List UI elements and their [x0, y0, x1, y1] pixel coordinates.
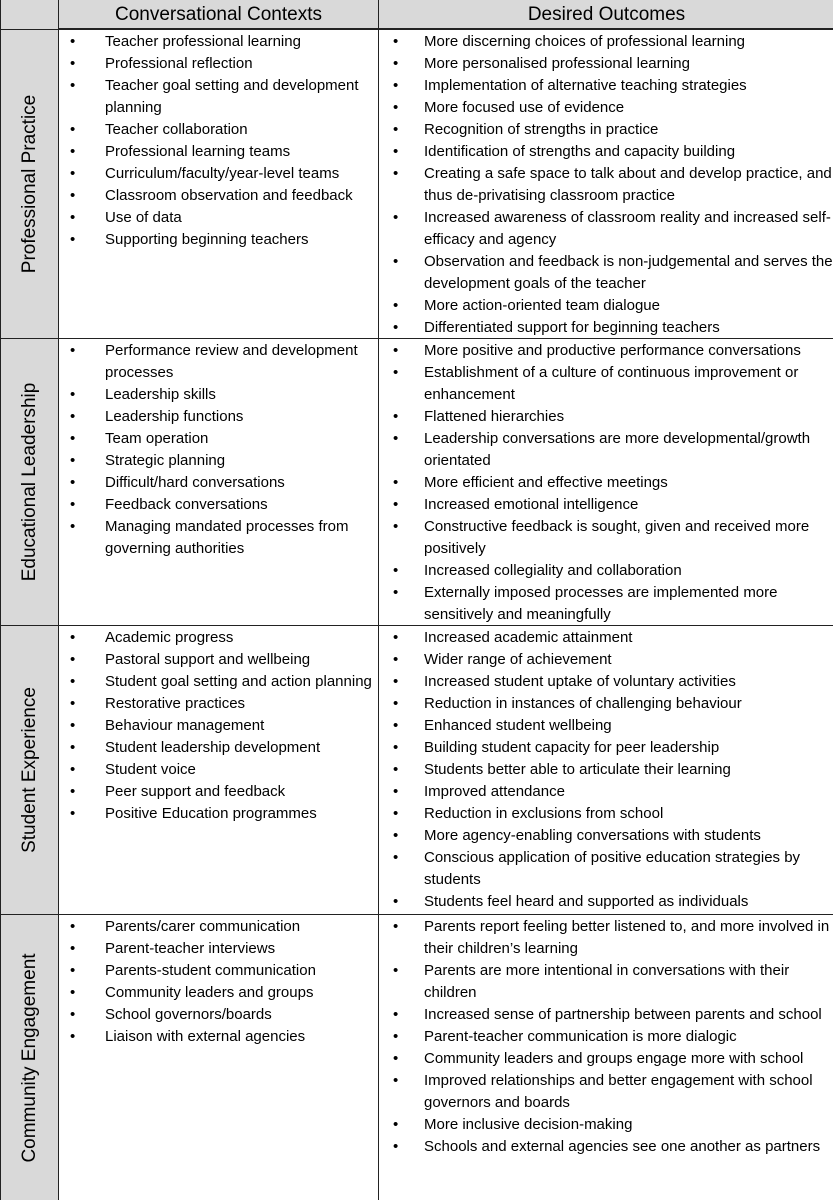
list-item: • Increased collegiality and collaboration [379, 560, 833, 582]
section-label-cell [1, 30, 59, 338]
list-item: • Parent-teacher communication is more dialogic [379, 1026, 833, 1048]
list-item: • Leadership functions [59, 406, 378, 428]
list-item: • Increased academic attainment [379, 627, 833, 649]
list-item: • Student leadership development [59, 737, 378, 759]
list-item: • Observation and feedback is non-judgemental and serves the development goals of the teacher [379, 251, 833, 295]
list-item: • Increased sense of partnership between parents and school [379, 1004, 833, 1026]
list-item: • Teacher collaboration [59, 119, 378, 141]
header-outcomes: Desired Outcomes [379, 0, 833, 29]
outcomes-cell [379, 30, 833, 338]
list-item: • Improved relationships and better engagement with school governors and boards [379, 1070, 833, 1114]
list-item: • Flattened hierarchies [379, 406, 833, 428]
outcomes-list [379, 915, 833, 1158]
list-item: • More agency-enabling conversations with students [379, 825, 833, 847]
list-item: • Differentiated support for beginning teachers [379, 317, 833, 339]
list-item: • Performance review and development processes [59, 340, 378, 384]
list-item: • Students feel heard and supported as individuals [379, 891, 833, 913]
list-item: • Classroom observation and feedback [59, 185, 378, 207]
list-item: • Strategic planning [59, 450, 378, 472]
list-item: • Academic progress [59, 627, 378, 649]
list-item: • Supporting beginning teachers [59, 229, 378, 251]
list-item: • Difficult/hard conversations [59, 472, 378, 494]
list-item: • Liaison with external agencies [59, 1026, 378, 1048]
list-item: • School governors/boards [59, 1004, 378, 1026]
list-item: • Behaviour management [59, 715, 378, 737]
list-item: • Teacher professional learning [59, 31, 378, 53]
list-item: • Positive Education programmes [59, 803, 378, 825]
list-item: • Parent-teacher interviews [59, 938, 378, 960]
list-item: • Constructive feedback is sought, given and received more positively [379, 516, 833, 560]
section-title: Community Engagement [19, 952, 40, 1163]
list-item: • Implementation of alternative teaching strategies [379, 75, 833, 97]
contexts-cell [59, 30, 379, 338]
list-item: • Creating a safe space to talk about and develop practice, and thus de-privatising classroom practice [379, 163, 833, 207]
section-label-cell [1, 339, 59, 625]
list-item: • More positive and productive performance conversations [379, 340, 833, 362]
list-item: • Parents report feeling better listened to, and more involved in their children’s learning [379, 916, 833, 960]
contexts-list [59, 915, 378, 1048]
list-item: • Community leaders and groups [59, 982, 378, 1004]
list-item: • Leadership conversations are more developmental/growth orientated [379, 428, 833, 472]
list-item: • Externally imposed processes are implemented more sensitively and meaningfully [379, 582, 833, 626]
section-title: Professional Practice [19, 94, 40, 274]
list-item: • Enhanced student wellbeing [379, 715, 833, 737]
list-item: • Feedback conversations [59, 494, 378, 516]
section-community-engagement [1, 914, 833, 1200]
list-item: • More focused use of evidence [379, 97, 833, 119]
list-item: • Managing mandated processes from governing authorities [59, 516, 378, 560]
section-student-experience [1, 625, 833, 914]
contexts-list [59, 30, 378, 251]
outcomes-cell [379, 626, 833, 914]
section-professional-practice [1, 29, 833, 338]
contexts-cell [59, 626, 379, 914]
list-item: • Parents are more intentional in conversations with their children [379, 960, 833, 1004]
list-item: • Identification of strengths and capacity building [379, 141, 833, 163]
contexts-cell [59, 915, 379, 1200]
section-educational-leadership [1, 338, 833, 625]
section-label-cell [1, 915, 59, 1200]
section-title: Student Experience [19, 687, 40, 853]
list-item: • Restorative practices [59, 693, 378, 715]
list-item: • Peer support and feedback [59, 781, 378, 803]
list-item: • More discerning choices of professional learning [379, 31, 833, 53]
list-item: • Establishment of a culture of continuous improvement or enhancement [379, 362, 833, 406]
list-item: • Improved attendance [379, 781, 833, 803]
header-corner-cell [1, 0, 59, 29]
list-item: • Increased emotional intelligence [379, 494, 833, 516]
list-item: • More personalised professional learning [379, 53, 833, 75]
outcomes-list [379, 626, 833, 913]
list-item: • Community leaders and groups engage more with school [379, 1048, 833, 1070]
list-item: • Teacher goal setting and development planning [59, 75, 378, 119]
list-item: • Professional learning teams [59, 141, 378, 163]
list-item: • Conscious application of positive education strategies by students [379, 847, 833, 891]
list-item: • Professional reflection [59, 53, 378, 75]
outcomes-list [379, 30, 833, 339]
list-item: • Parents/carer communication [59, 916, 378, 938]
outcomes-list [379, 339, 833, 626]
list-item: • Team operation [59, 428, 378, 450]
contexts-cell [59, 339, 379, 625]
contexts-list [59, 339, 378, 560]
section-label-cell [1, 626, 59, 914]
list-item: • Students better able to articulate their learning [379, 759, 833, 781]
list-item: • Building student capacity for peer leadership [379, 737, 833, 759]
section-title: Educational Leadership [19, 382, 40, 582]
list-item: • Recognition of strengths in practice [379, 119, 833, 141]
list-item: • Increased student uptake of voluntary activities [379, 671, 833, 693]
list-item: • Wider range of achievement [379, 649, 833, 671]
list-item: • Curriculum/faculty/year-level teams [59, 163, 378, 185]
list-item: • Reduction in instances of challenging behaviour [379, 693, 833, 715]
table-header [1, 0, 833, 29]
list-item: • Parents-student communication [59, 960, 378, 982]
list-item: • More efficient and effective meetings [379, 472, 833, 494]
outcomes-cell [379, 915, 833, 1200]
outcomes-cell [379, 339, 833, 625]
list-item: • More action-oriented team dialogue [379, 295, 833, 317]
list-item: • Leadership skills [59, 384, 378, 406]
list-item: • Student voice [59, 759, 378, 781]
list-item: • Increased awareness of classroom reality and increased self-efficacy and agency [379, 207, 833, 251]
list-item: • Use of data [59, 207, 378, 229]
list-item: • More inclusive decision-making [379, 1114, 833, 1136]
list-item: • Reduction in exclusions from school [379, 803, 833, 825]
header-contexts: Conversational Contexts [59, 0, 379, 29]
list-item: • Schools and external agencies see one another as partners [379, 1136, 833, 1158]
list-item: • Student goal setting and action planning [59, 671, 378, 693]
contexts-list [59, 626, 378, 825]
list-item: • Pastoral support and wellbeing [59, 649, 378, 671]
